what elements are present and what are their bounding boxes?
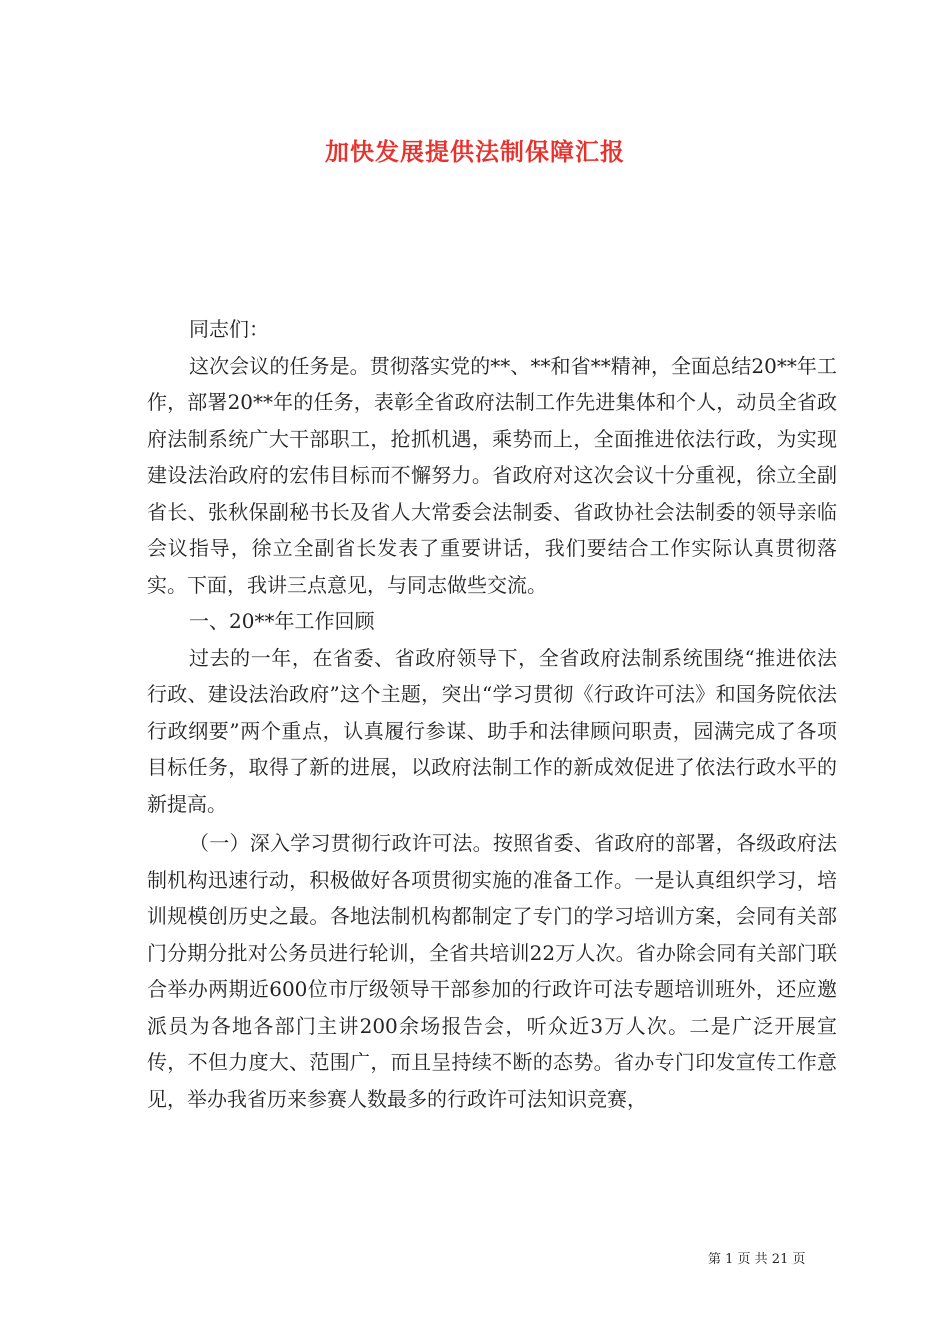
page-number: 第 1 页 共 21 页	[708, 1252, 806, 1267]
document-body	[147, 311, 837, 1117]
body-paragraph: （一）深入学习贯彻行政许可法。按照省委、省政府的部署，各级政府法制机构迅速行动，积极做好各项贯彻实施的准备工作。一是认真组织学习，培训规模创历史之最。各地法制机构都制定了专门的学习培训方案，会同有关部门分期分批对公务员进行轮训，全省共培训22万人次。省办除会同有关部门联合举办两期近600位市厅级领导干部参加的行政许可法专题培训班外，还应邀派员为各地各部门主讲200余场报告会，听众近3万人次。二是广泛开展宣传，不但力度大、范围广，而且呈持续不断的态势。省办专门印发宣传工作意见，举办我省历来参赛人数最多的行政许可法知识竞赛，	[147, 831, 837, 1111]
salutation: 同志们：	[189, 317, 269, 341]
document-title: 加快发展提供法制保障汇报	[325, 137, 625, 166]
section-heading: 一、20**年工作回顾	[189, 609, 375, 633]
body-paragraph: 这次会议的任务是。贯彻落实党的**、**和省**精神，全面总结20**年工作，部署20**年的任务，表彰全省政府法制工作先进集体和个人，动员全省政府法制系统广大干部职工，抢抓机遇，乘势而上，全面推进依法行政，为实现建设法治政府的宏伟目标而不懈努力。省政府对这次会议十分重视，徐立全副省长、张秋保副秘书长及省人大常委会法制委、省政协社会法制委的领导亲临会议指导，徐立全副省长发表了重要讲话，我们要结合工作实际认真贯彻落实。下面，我讲三点意见，与同志做些交流。	[147, 353, 837, 597]
body-paragraph: 过去的一年，在省委、省政府领导下，全省政府法制系统围绕“推进依法行政、建设法治政府”这个主题，突出“学习贯彻《行政许可法》和国务院依法行政纲要”两个重点，认真履行参谋、助手和法律顾问职责，园满完成了各项目标任务，取得了新的进展，以政府法制工作的新成效促进了依法行政水平的新提高。	[147, 645, 837, 816]
